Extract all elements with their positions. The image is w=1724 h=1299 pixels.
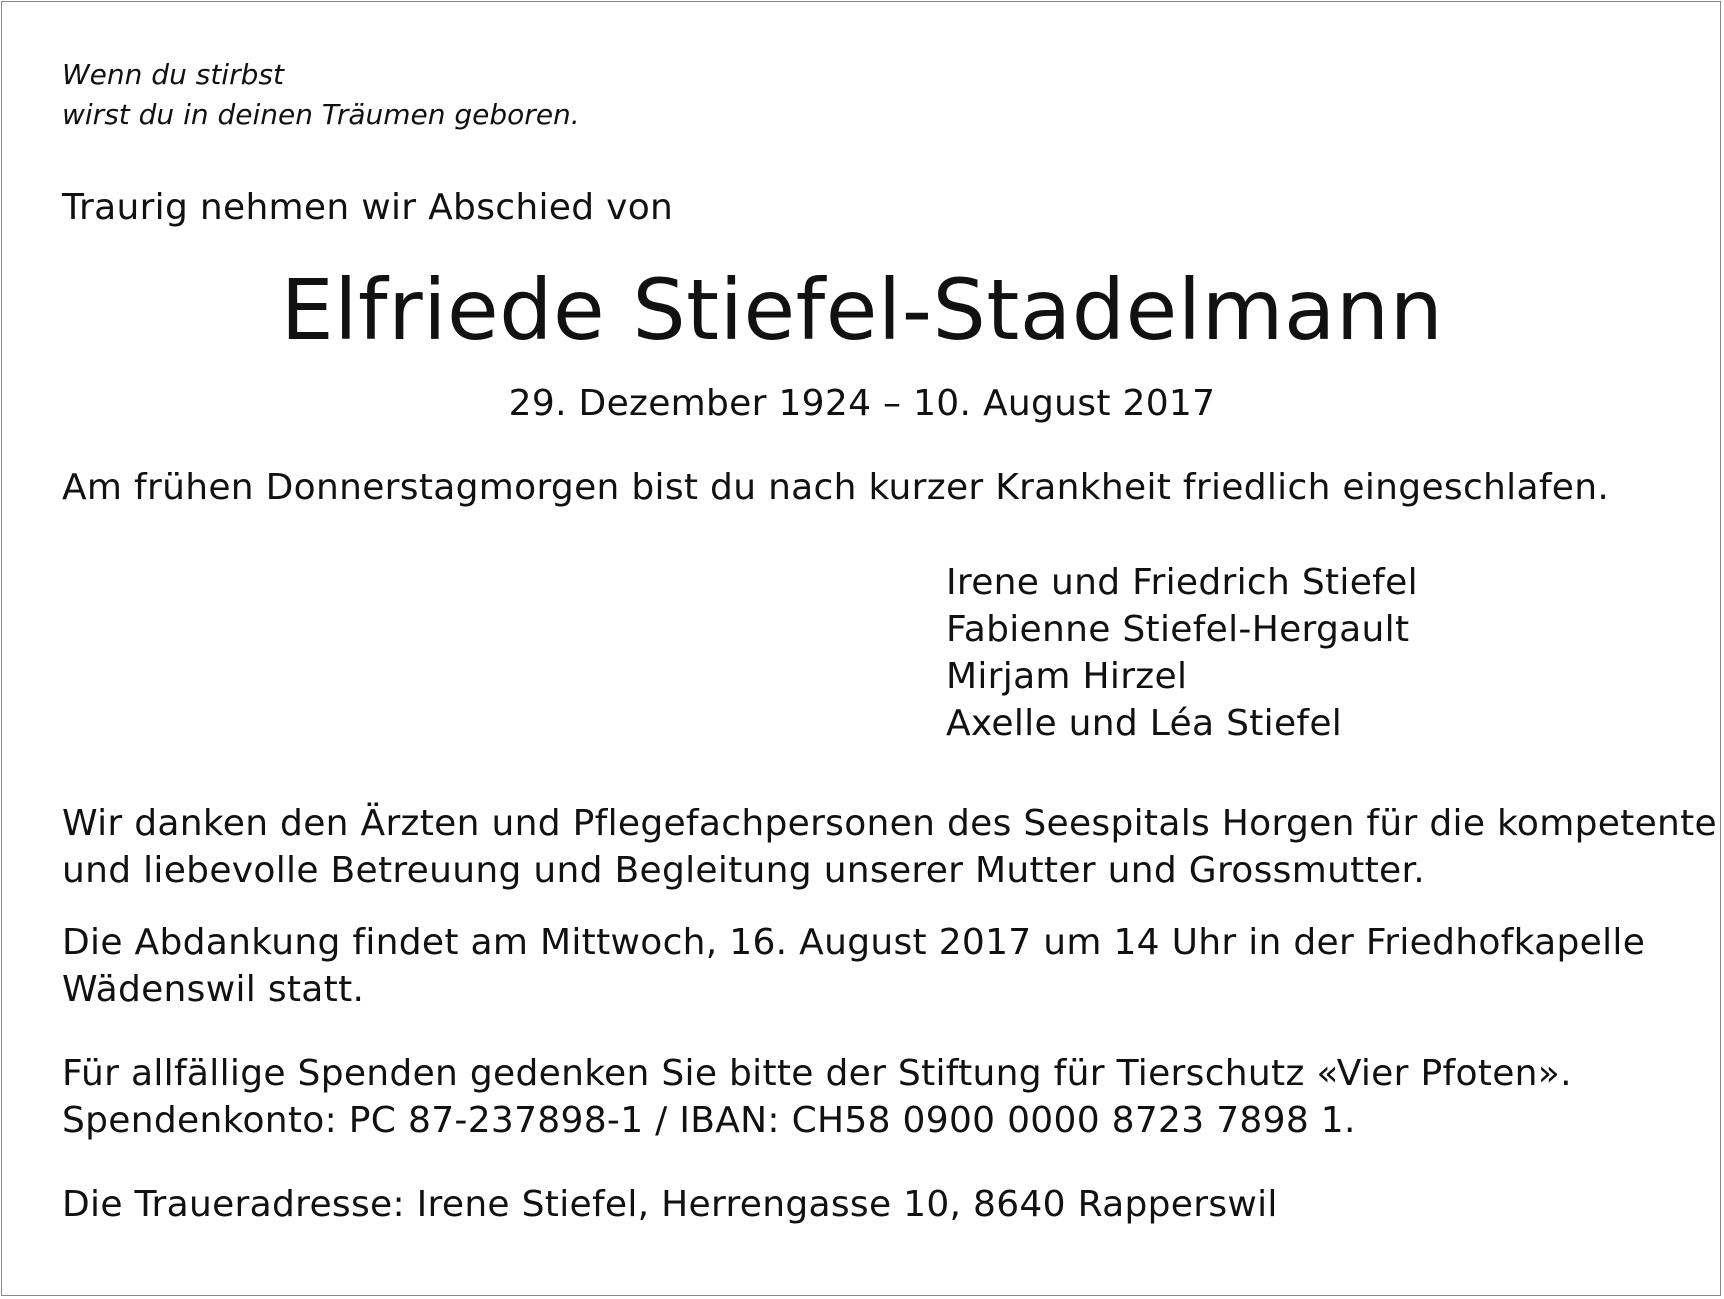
thanks-line-2: und liebevolle Betreuung und Begleitung unserer Mutter und Grossmutter.	[62, 850, 1426, 891]
ceremony-line-1: Die Abdankung findet am Mittwoch, 16. August 2017 um 14 Uhr in der Friedhofkapelle	[62, 922, 1646, 963]
intro-text: Traurig nehmen wir Abschied von	[62, 187, 674, 228]
motto-line-1: Wenn du stirbst	[62, 58, 284, 91]
ceremony-line-2: Wädenswil statt.	[62, 969, 365, 1010]
family-member: Axelle und Léa Stiefel	[946, 703, 1343, 744]
donations-line-1: Für allfällige Spenden gedenken Sie bitte der Stiftung für Tierschutz «Vier Pfoten».	[62, 1053, 1572, 1094]
thanks-line-1: Wir danken den Ärzten und Pflegefachpersonen des Seespitals Horgen für die kompetente	[62, 803, 1718, 844]
mourning-address: Die Traueradresse: Irene Stiefel, Herrengasse 10, 8640 Rapperswil	[62, 1184, 1278, 1225]
deceased-name: Elfriede Stiefel-Stadelmann	[280, 261, 1444, 359]
life-dates: 29. Dezember 1924 – 10. August 2017	[508, 383, 1216, 424]
announcement-text: Am frühen Donnerstagmorgen bist du nach kurzer Krankheit friedlich eingeschlafen.	[62, 467, 1610, 508]
donations-line-2: Spendenkonto: PC 87-237898-1 / IBAN: CH58 0900 0000 8723 7898 1.	[62, 1100, 1356, 1141]
motto-line-2: wirst du in deinen Träumen geboren.	[62, 98, 580, 131]
family-member: Fabienne Stiefel-Hergault	[946, 609, 1410, 650]
family-member: Mirjam Hirzel	[946, 656, 1188, 697]
family-member: Irene und Friedrich Stiefel	[946, 562, 1418, 603]
